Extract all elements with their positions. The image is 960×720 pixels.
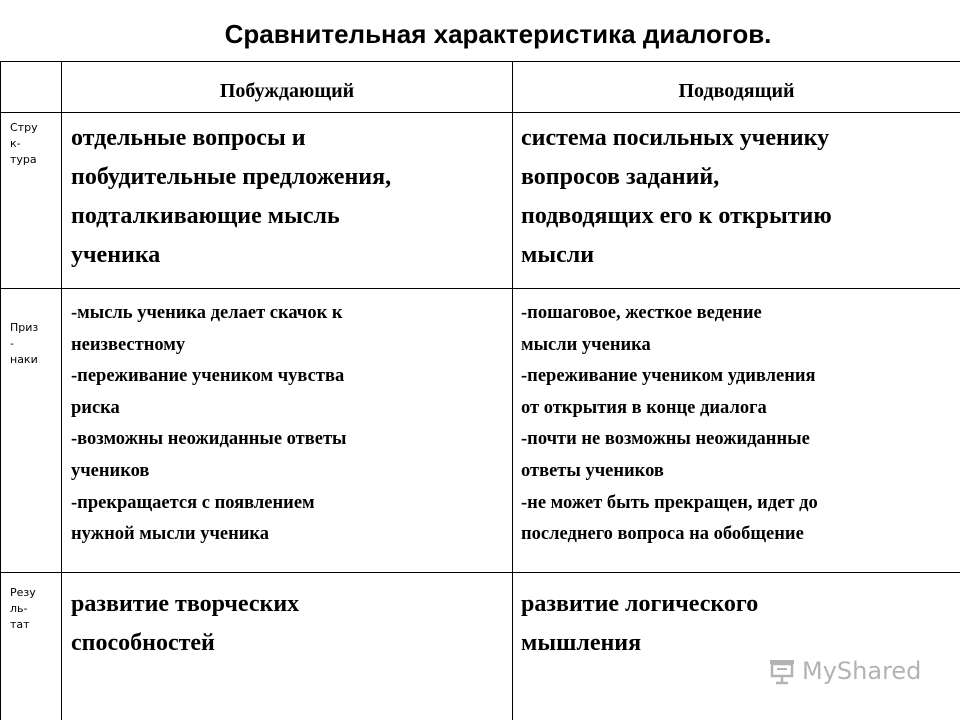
presentation-board-icon [768, 657, 796, 685]
column-header-pobuzhdayushchiy: Побуждающий [219, 80, 355, 102]
features-pobuzhdayushchiy: -мысль ученика делает скачок к неизвестному -переживание учеником чувства риска -возможны неожиданные ответы учеников -прекращается с появлением нужной мысли ученика [71, 303, 347, 545]
watermark [768, 657, 921, 685]
result-pobuzhdayushchiy: развитие творческих способностей [71, 591, 300, 656]
features-podvodyashchiy: -пошаговое, жесткое ведение мысли ученика -переживание учеником удивления от открытия в конце диалога -почти не возможны неожиданные ответы учеников -не может быть прекращен, идет до последнего вопроса на обобщение [521, 303, 818, 545]
column-header-podvodyashchiy: Подводящий [678, 80, 795, 102]
row-label-priznaki: Приз - наки [10, 321, 39, 366]
result-podvodyashchiy: развитие логического мышления [521, 591, 759, 656]
page-title: Сравнительная характеристика диалогов. [224, 19, 772, 49]
structure-pobuzhdayushchiy: отдельные вопросы и побудительные предложения, подталкивающие мысль ученика [71, 125, 392, 268]
watermark-text: MyShared [802, 657, 922, 685]
structure-podvodyashchiy: система посильных ученику вопросов заданий, подводящих его к открытию мысли [521, 125, 832, 268]
row-label-struktura: Стру к- тура [10, 121, 38, 166]
row-label-rezultat: Резу ль- тат [10, 586, 36, 631]
